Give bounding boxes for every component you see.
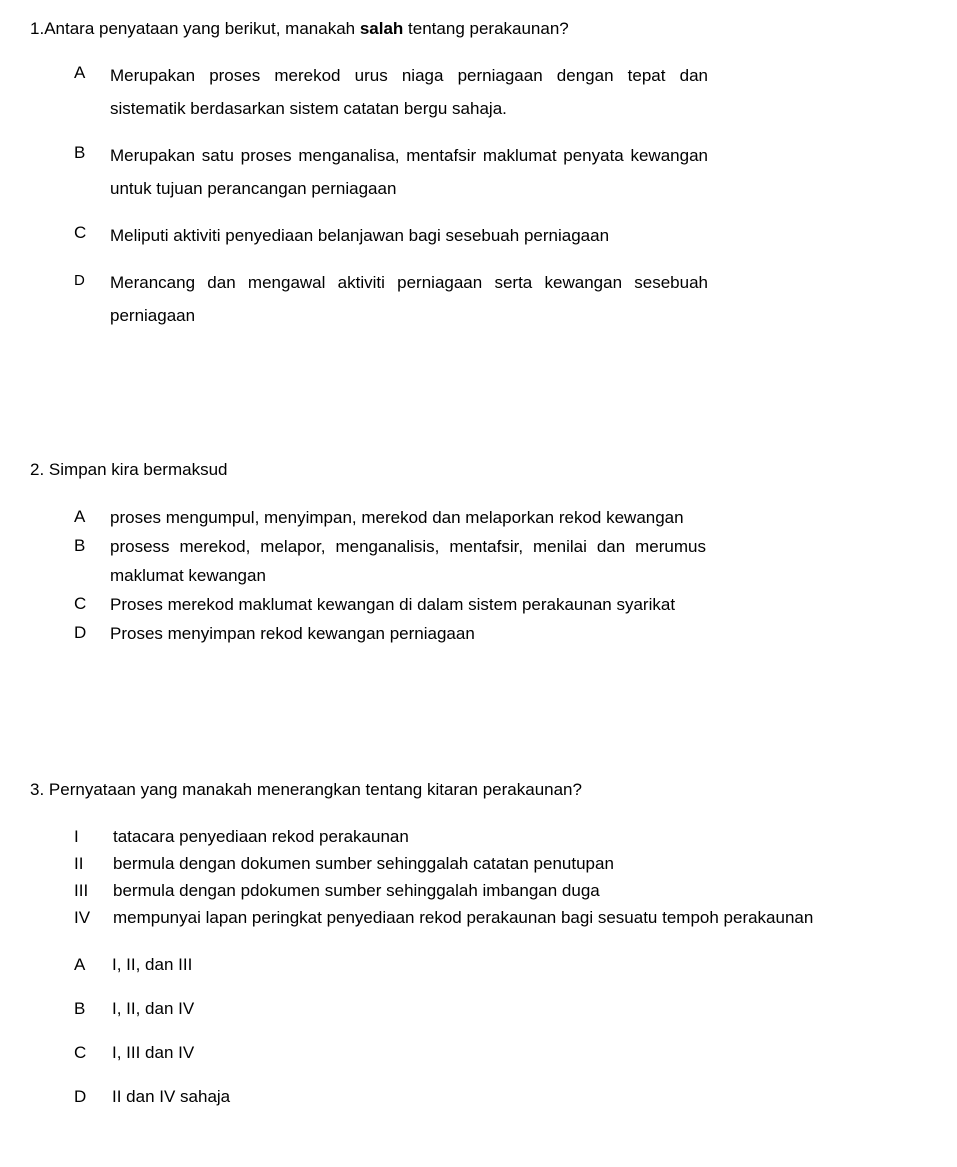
statement-text: tatacara penyediaan rekod perakaunan xyxy=(113,827,409,846)
option-letter: A xyxy=(74,955,86,974)
option-letter: D xyxy=(74,623,87,642)
question-1-number: 1. xyxy=(30,19,45,38)
option-text: Proses menyimpan rekod kewangan perniagaan xyxy=(110,624,475,643)
option-text: Merancang dan mengawal aktiviti perniagaan serta kewangan sesebuah perniagaan xyxy=(110,273,708,325)
statement-row xyxy=(0,877,957,904)
statement-numeral: I xyxy=(74,827,79,846)
question-3-block xyxy=(0,779,957,1129)
option-text: prosess merekod, melapor, menganalisis, mentafsir, menilai dan merumus maklumat kewangan xyxy=(110,537,706,585)
option-letter: A xyxy=(74,507,86,526)
option-letter: C xyxy=(74,594,87,613)
option-text: proses mengumpul, menyimpan, merekod dan melaporkan rekod kewangan xyxy=(110,508,684,527)
option-row[interactable] xyxy=(0,953,957,976)
question-1-stem xyxy=(0,18,957,40)
statement-numeral: III xyxy=(74,881,89,900)
statement-numeral: IV xyxy=(74,908,91,927)
option-row[interactable] xyxy=(0,1041,957,1064)
option-row[interactable] xyxy=(0,503,957,532)
question-2-block xyxy=(0,459,957,648)
option-row[interactable] xyxy=(0,266,957,332)
statement-text: mempunyai lapan peringkat penyediaan rekod perakaunan bagi sesuatu tempoh perakaunan xyxy=(113,908,814,927)
option-text: Merupakan proses merekod urus niaga perniagaan dengan tepat dan sistematik berdasarkan sistem catatan bergu sahaja. xyxy=(110,66,708,118)
option-text: Proses merekod maklumat kewangan di dalam sistem perakaunan syarikat xyxy=(110,595,676,614)
option-row[interactable] xyxy=(0,1085,957,1108)
question-1-block xyxy=(0,18,957,332)
statement-numeral: II xyxy=(74,854,84,873)
question-2-stem-text: Simpan kira bermaksud xyxy=(48,460,228,479)
question-3-stem-text: Pernyataan yang manakah menerangkan tentang kitaran perakaunan? xyxy=(48,780,582,799)
question-3-number: 3. xyxy=(30,780,45,799)
question-3-stem xyxy=(0,779,957,801)
statement-text: bermula dengan pdokumen sumber sehinggalah imbangan duga xyxy=(113,881,600,900)
option-text: Meliputi aktiviti penyediaan belanjawan bagi sesebuah perniagaan xyxy=(110,226,610,245)
question-1-stem-after: tentang perakaunan? xyxy=(403,19,569,38)
question-3-options xyxy=(0,953,957,1108)
option-text: Merupakan satu proses menganalisa, mentafsir maklumat penyata kewangan untuk tujuan perancangan perniagaan xyxy=(110,146,708,198)
option-row[interactable] xyxy=(0,619,957,648)
question-2-stem xyxy=(0,459,957,481)
option-letter: B xyxy=(74,999,86,1018)
option-row[interactable] xyxy=(0,997,957,1020)
option-letter: D xyxy=(74,272,85,289)
option-letter: D xyxy=(74,1087,87,1106)
option-text: I, II, dan IV xyxy=(112,999,195,1018)
option-text: I, III dan IV xyxy=(112,1043,195,1062)
question-1-stem-before: Antara penyataan yang berikut, manakah xyxy=(44,19,360,38)
option-text: II dan IV sahaja xyxy=(112,1087,231,1106)
statement-row xyxy=(0,904,957,931)
statement-text: bermula dengan dokumen sumber sehinggalah catatan penutupan xyxy=(113,854,614,873)
option-letter: C xyxy=(74,1043,87,1062)
question-3-statements xyxy=(0,823,957,931)
option-row[interactable] xyxy=(0,532,957,590)
statement-row xyxy=(0,823,957,850)
option-row[interactable] xyxy=(0,590,957,619)
question-1-stem-bold: salah xyxy=(359,19,404,38)
statement-row xyxy=(0,850,957,877)
question-1-options xyxy=(0,59,957,332)
option-letter: A xyxy=(74,63,86,82)
question-2-number: 2. xyxy=(30,460,45,479)
option-text: I, II, dan III xyxy=(112,955,193,974)
option-row[interactable] xyxy=(0,59,957,125)
option-letter: C xyxy=(74,223,87,242)
option-letter: B xyxy=(74,536,86,555)
option-row[interactable] xyxy=(0,219,957,252)
option-row[interactable] xyxy=(0,139,957,205)
question-2-options xyxy=(0,503,957,648)
option-letter: B xyxy=(74,143,86,162)
